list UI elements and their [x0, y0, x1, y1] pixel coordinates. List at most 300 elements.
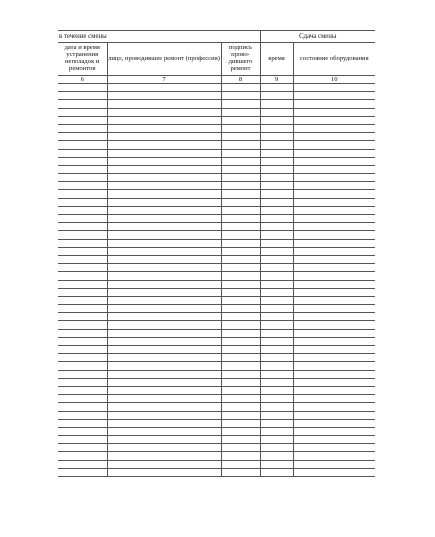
table-row: [58, 206, 375, 214]
table-cell[interactable]: [107, 239, 221, 247]
table-cell[interactable]: [293, 468, 375, 476]
table-cell[interactable]: [58, 378, 107, 386]
table-row: [58, 133, 375, 141]
table-cell[interactable]: [293, 206, 375, 214]
table-row: [58, 346, 375, 354]
table-row: [58, 190, 375, 198]
table-cell[interactable]: [293, 124, 375, 132]
table-row: [58, 124, 375, 132]
table-cell[interactable]: [293, 411, 375, 419]
table-cell[interactable]: [107, 255, 221, 263]
table-row: [58, 239, 375, 247]
table-cell[interactable]: [107, 452, 221, 460]
table-cell[interactable]: [293, 190, 375, 198]
table-cell[interactable]: [107, 296, 221, 304]
table-cell[interactable]: [107, 272, 221, 280]
table-cell[interactable]: [260, 231, 293, 239]
table-row: [58, 329, 375, 337]
table-cell[interactable]: [58, 182, 107, 190]
table-row: [58, 427, 375, 435]
form-sheet: [58, 30, 375, 477]
table-cell[interactable]: [221, 313, 260, 321]
table-row: [58, 264, 375, 272]
table-cell[interactable]: [107, 419, 221, 427]
table-cell[interactable]: [293, 386, 375, 394]
table-cell[interactable]: [293, 264, 375, 272]
table-cell[interactable]: [221, 100, 260, 108]
table-cell[interactable]: [221, 468, 260, 476]
table-cell[interactable]: [293, 370, 375, 378]
table-cell[interactable]: [107, 288, 221, 296]
table-cell[interactable]: [221, 411, 260, 419]
shift-log-table: [58, 30, 375, 477]
table-cell[interactable]: [293, 452, 375, 460]
table-cell[interactable]: [221, 296, 260, 304]
table-cell[interactable]: [107, 329, 221, 337]
table-cell[interactable]: [293, 272, 375, 280]
table-cell[interactable]: [107, 313, 221, 321]
table-cell[interactable]: [107, 190, 221, 198]
table-cell[interactable]: [293, 182, 375, 190]
table-row: [58, 378, 375, 386]
table-cell[interactable]: [293, 280, 375, 288]
table-cell[interactable]: [260, 100, 293, 108]
table-cell[interactable]: [221, 288, 260, 296]
table-cell[interactable]: [221, 84, 260, 92]
table-cell[interactable]: [58, 288, 107, 296]
table-cell[interactable]: [293, 108, 375, 116]
table-cell[interactable]: [221, 239, 260, 247]
table-cell[interactable]: [260, 386, 293, 394]
table-cell[interactable]: [221, 427, 260, 435]
table-cell[interactable]: [221, 272, 260, 280]
table-cell[interactable]: [260, 378, 293, 386]
table-cell[interactable]: [260, 321, 293, 329]
table-cell[interactable]: [260, 198, 293, 206]
table-row: [58, 370, 375, 378]
table-cell[interactable]: [58, 427, 107, 435]
table-row: [58, 403, 375, 411]
table-cell[interactable]: [293, 460, 375, 468]
table-row: [58, 288, 375, 296]
table-cell[interactable]: [221, 452, 260, 460]
table-cell[interactable]: [260, 354, 293, 362]
table-cell[interactable]: [107, 174, 221, 182]
table-cell[interactable]: [58, 346, 107, 354]
table-cell[interactable]: [293, 198, 375, 206]
table-cell[interactable]: [260, 223, 293, 231]
table-cell[interactable]: [58, 313, 107, 321]
table-cell[interactable]: [107, 337, 221, 345]
table-cell[interactable]: [260, 124, 293, 132]
table-cell[interactable]: [58, 198, 107, 206]
table-cell[interactable]: [221, 247, 260, 255]
table-cell[interactable]: [293, 174, 375, 182]
table-cell[interactable]: [260, 206, 293, 214]
table-cell[interactable]: [107, 133, 221, 141]
table-cell[interactable]: [221, 403, 260, 411]
table-row: [58, 272, 375, 280]
table-cell[interactable]: [58, 206, 107, 214]
table-cell[interactable]: [260, 296, 293, 304]
table-cell[interactable]: [107, 124, 221, 132]
column-header-row: [58, 43, 375, 76]
table-cell[interactable]: [221, 337, 260, 345]
table-cell[interactable]: [221, 124, 260, 132]
table-cell[interactable]: [58, 124, 107, 132]
table-cell[interactable]: [221, 157, 260, 165]
table-cell[interactable]: [260, 108, 293, 116]
table-cell[interactable]: [221, 108, 260, 116]
table-cell[interactable]: [107, 354, 221, 362]
table-cell[interactable]: [293, 354, 375, 362]
table-cell[interactable]: [293, 378, 375, 386]
table-cell[interactable]: [58, 436, 107, 444]
table-cell[interactable]: [107, 460, 221, 468]
table-cell[interactable]: [107, 346, 221, 354]
table-cell[interactable]: [293, 223, 375, 231]
table-cell[interactable]: [293, 133, 375, 141]
table-cell[interactable]: [58, 116, 107, 124]
table-cell[interactable]: [107, 206, 221, 214]
table-cell[interactable]: [221, 198, 260, 206]
table-row: [58, 116, 375, 124]
table-cell[interactable]: [260, 190, 293, 198]
table-cell[interactable]: [107, 411, 221, 419]
table-cell[interactable]: [260, 468, 293, 476]
table-cell[interactable]: [221, 329, 260, 337]
column-number-row: [58, 76, 375, 84]
table-cell[interactable]: [293, 296, 375, 304]
table-cell[interactable]: [221, 395, 260, 403]
header-equipment-state: состояние оборудования: [293, 43, 375, 76]
table-row: [58, 460, 375, 468]
table-cell[interactable]: [260, 182, 293, 190]
table-cell[interactable]: [221, 362, 260, 370]
table-cell[interactable]: [58, 370, 107, 378]
table-cell[interactable]: [58, 329, 107, 337]
table-cell[interactable]: [221, 116, 260, 124]
table-cell[interactable]: [293, 321, 375, 329]
table-cell[interactable]: [221, 460, 260, 468]
table-cell[interactable]: [107, 141, 221, 149]
table-cell[interactable]: [260, 239, 293, 247]
table-row: [58, 215, 375, 223]
table-cell[interactable]: [260, 165, 293, 173]
table-cell[interactable]: [58, 133, 107, 141]
table-cell[interactable]: [293, 215, 375, 223]
table-cell[interactable]: [107, 444, 221, 452]
table-cell[interactable]: [58, 321, 107, 329]
table-cell[interactable]: [58, 395, 107, 403]
table-row: [58, 354, 375, 362]
table-cell[interactable]: [221, 215, 260, 223]
table-cell[interactable]: [221, 182, 260, 190]
table-cell[interactable]: [260, 215, 293, 223]
column-number-9: 9: [260, 76, 293, 84]
table-cell[interactable]: [58, 157, 107, 165]
table-cell[interactable]: [293, 92, 375, 100]
table-cell[interactable]: [107, 264, 221, 272]
table-cell[interactable]: [58, 386, 107, 394]
group-header-row: [58, 31, 375, 43]
group-header-during-shift: в течение смены: [58, 31, 260, 43]
table-cell[interactable]: [221, 444, 260, 452]
table-cell[interactable]: [221, 436, 260, 444]
header-repair-datetime: дата и время устранения неполадок и ремонтов: [58, 43, 107, 76]
table-cell[interactable]: [260, 419, 293, 427]
header-repair-person: лицо, проводившее ремонт (профессия): [107, 43, 221, 76]
table-cell[interactable]: [260, 92, 293, 100]
table-cell[interactable]: [293, 419, 375, 427]
table-cell[interactable]: [260, 84, 293, 92]
table-cell[interactable]: [260, 436, 293, 444]
table-cell[interactable]: [107, 108, 221, 116]
table-cell[interactable]: [107, 468, 221, 476]
table-row: [58, 84, 375, 92]
table-cell[interactable]: [107, 231, 221, 239]
table-cell[interactable]: [107, 378, 221, 386]
table-cell[interactable]: [221, 133, 260, 141]
table-cell[interactable]: [260, 452, 293, 460]
table-cell[interactable]: [221, 370, 260, 378]
table-cell[interactable]: [58, 100, 107, 108]
table-row: [58, 174, 375, 182]
table-cell[interactable]: [293, 255, 375, 263]
table-cell[interactable]: [107, 427, 221, 435]
table-row: [58, 231, 375, 239]
table-cell[interactable]: [293, 165, 375, 173]
table-row: [58, 223, 375, 231]
table-row: [58, 444, 375, 452]
table-cell[interactable]: [107, 215, 221, 223]
column-number-10: 10: [293, 76, 375, 84]
table-cell[interactable]: [58, 272, 107, 280]
table-cell[interactable]: [293, 288, 375, 296]
table-cell[interactable]: [293, 395, 375, 403]
table-row: [58, 255, 375, 263]
table-row: [58, 362, 375, 370]
table-row: [58, 452, 375, 460]
table-cell[interactable]: [293, 337, 375, 345]
table-cell[interactable]: [58, 141, 107, 149]
table-cell[interactable]: [293, 239, 375, 247]
table-cell[interactable]: [221, 141, 260, 149]
table-cell[interactable]: [58, 247, 107, 255]
table-cell[interactable]: [58, 444, 107, 452]
table-cell[interactable]: [260, 280, 293, 288]
table-cell[interactable]: [107, 165, 221, 173]
table-cell[interactable]: [107, 395, 221, 403]
table-cell[interactable]: [107, 100, 221, 108]
table-cell[interactable]: [221, 386, 260, 394]
table-row: [58, 419, 375, 427]
table-row: [58, 108, 375, 116]
table-cell[interactable]: [260, 149, 293, 157]
column-number-8: 8: [221, 76, 260, 84]
table-cell[interactable]: [107, 362, 221, 370]
table-cell[interactable]: [107, 305, 221, 313]
table-cell[interactable]: [260, 460, 293, 468]
table-cell[interactable]: [107, 149, 221, 157]
table-cell[interactable]: [107, 157, 221, 165]
table-cell[interactable]: [58, 231, 107, 239]
header-handover-time: время: [260, 43, 293, 76]
table-row: [58, 296, 375, 304]
table-cell[interactable]: [107, 280, 221, 288]
table-row: [58, 321, 375, 329]
table-cell[interactable]: [107, 247, 221, 255]
table-cell[interactable]: [293, 247, 375, 255]
table-cell[interactable]: [221, 346, 260, 354]
table-cell[interactable]: [107, 223, 221, 231]
table-cell[interactable]: [293, 313, 375, 321]
table-cell[interactable]: [221, 378, 260, 386]
table-cell[interactable]: [58, 403, 107, 411]
table-cell[interactable]: [260, 174, 293, 182]
table-cell[interactable]: [58, 362, 107, 370]
table-cell[interactable]: [293, 346, 375, 354]
table-cell[interactable]: [260, 370, 293, 378]
table-cell[interactable]: [58, 296, 107, 304]
table-row: [58, 165, 375, 173]
table-cell[interactable]: [260, 346, 293, 354]
table-cell[interactable]: [107, 386, 221, 394]
table-cell[interactable]: [260, 427, 293, 435]
table-cell[interactable]: [293, 403, 375, 411]
table-cell[interactable]: [107, 321, 221, 329]
table-cell[interactable]: [58, 337, 107, 345]
table-cell[interactable]: [107, 116, 221, 124]
table-row: [58, 247, 375, 255]
table-cell[interactable]: [293, 100, 375, 108]
table-row: [58, 100, 375, 108]
table-row: [58, 337, 375, 345]
table-cell[interactable]: [107, 92, 221, 100]
table-cell[interactable]: [107, 403, 221, 411]
table-cell[interactable]: [58, 452, 107, 460]
table-cell[interactable]: [260, 305, 293, 313]
header-repair-signature: подпись прово-дившего ремонт: [221, 43, 260, 76]
table-cell[interactable]: [58, 264, 107, 272]
table-cell[interactable]: [293, 231, 375, 239]
table-cell[interactable]: [260, 133, 293, 141]
table-cell[interactable]: [221, 264, 260, 272]
table-row: [58, 141, 375, 149]
table-cell[interactable]: [58, 92, 107, 100]
table-cell[interactable]: [221, 354, 260, 362]
table-cell[interactable]: [260, 362, 293, 370]
table-cell[interactable]: [260, 116, 293, 124]
table-row: [58, 395, 375, 403]
table-cell[interactable]: [58, 239, 107, 247]
table-cell[interactable]: [260, 313, 293, 321]
group-header-handover: Сдача смены: [260, 31, 375, 43]
table-cell[interactable]: [293, 84, 375, 92]
table-row: [58, 313, 375, 321]
table-row: [58, 157, 375, 165]
table-cell[interactable]: [260, 444, 293, 452]
table-cell[interactable]: [221, 255, 260, 263]
table-cell[interactable]: [221, 280, 260, 288]
table-cell[interactable]: [293, 305, 375, 313]
table-row: [58, 386, 375, 394]
table-cell[interactable]: [260, 247, 293, 255]
table-cell[interactable]: [260, 329, 293, 337]
table-cell[interactable]: [58, 215, 107, 223]
table-cell[interactable]: [260, 272, 293, 280]
table-cell[interactable]: [260, 411, 293, 419]
table-cell[interactable]: [221, 190, 260, 198]
table-cell[interactable]: [293, 362, 375, 370]
table-cell[interactable]: [221, 231, 260, 239]
table-cell[interactable]: [58, 354, 107, 362]
table-cell[interactable]: [293, 141, 375, 149]
table-cell[interactable]: [58, 165, 107, 173]
table-row: [58, 468, 375, 476]
table-cell[interactable]: [221, 149, 260, 157]
table-cell[interactable]: [58, 174, 107, 182]
table-row: [58, 198, 375, 206]
table-cell[interactable]: [58, 468, 107, 476]
table-cell[interactable]: [293, 149, 375, 157]
table-cell[interactable]: [58, 255, 107, 263]
table-cell[interactable]: [221, 305, 260, 313]
table-cell[interactable]: [107, 84, 221, 92]
table-cell[interactable]: [221, 92, 260, 100]
column-number-7: 7: [107, 76, 221, 84]
table-cell[interactable]: [293, 427, 375, 435]
table-cell[interactable]: [58, 223, 107, 231]
table-cell[interactable]: [107, 198, 221, 206]
table-cell[interactable]: [58, 190, 107, 198]
table-cell[interactable]: [58, 460, 107, 468]
table-row: [58, 280, 375, 288]
table-cell[interactable]: [221, 165, 260, 173]
table-row: [58, 305, 375, 313]
table-cell[interactable]: [58, 280, 107, 288]
table-cell[interactable]: [221, 419, 260, 427]
table-cell[interactable]: [107, 370, 221, 378]
table-cell[interactable]: [58, 305, 107, 313]
table-cell[interactable]: [260, 255, 293, 263]
table-cell[interactable]: [58, 108, 107, 116]
table-cell[interactable]: [58, 84, 107, 92]
table-cell[interactable]: [260, 403, 293, 411]
table-cell[interactable]: [260, 288, 293, 296]
table-cell[interactable]: [293, 116, 375, 124]
table-cell[interactable]: [293, 436, 375, 444]
table-cell[interactable]: [260, 395, 293, 403]
table-cell[interactable]: [58, 419, 107, 427]
table-cell[interactable]: [221, 174, 260, 182]
table-cell[interactable]: [293, 444, 375, 452]
table-cell[interactable]: [260, 157, 293, 165]
table-cell[interactable]: [221, 321, 260, 329]
table-cell[interactable]: [293, 157, 375, 165]
table-cell[interactable]: [260, 264, 293, 272]
table-cell[interactable]: [293, 329, 375, 337]
table-cell[interactable]: [58, 411, 107, 419]
table-cell[interactable]: [107, 436, 221, 444]
table-cell[interactable]: [58, 149, 107, 157]
table-cell[interactable]: [221, 206, 260, 214]
table-row: [58, 411, 375, 419]
table-cell[interactable]: [107, 182, 221, 190]
table-cell[interactable]: [260, 337, 293, 345]
table-cell[interactable]: [260, 141, 293, 149]
table-cell[interactable]: [221, 223, 260, 231]
